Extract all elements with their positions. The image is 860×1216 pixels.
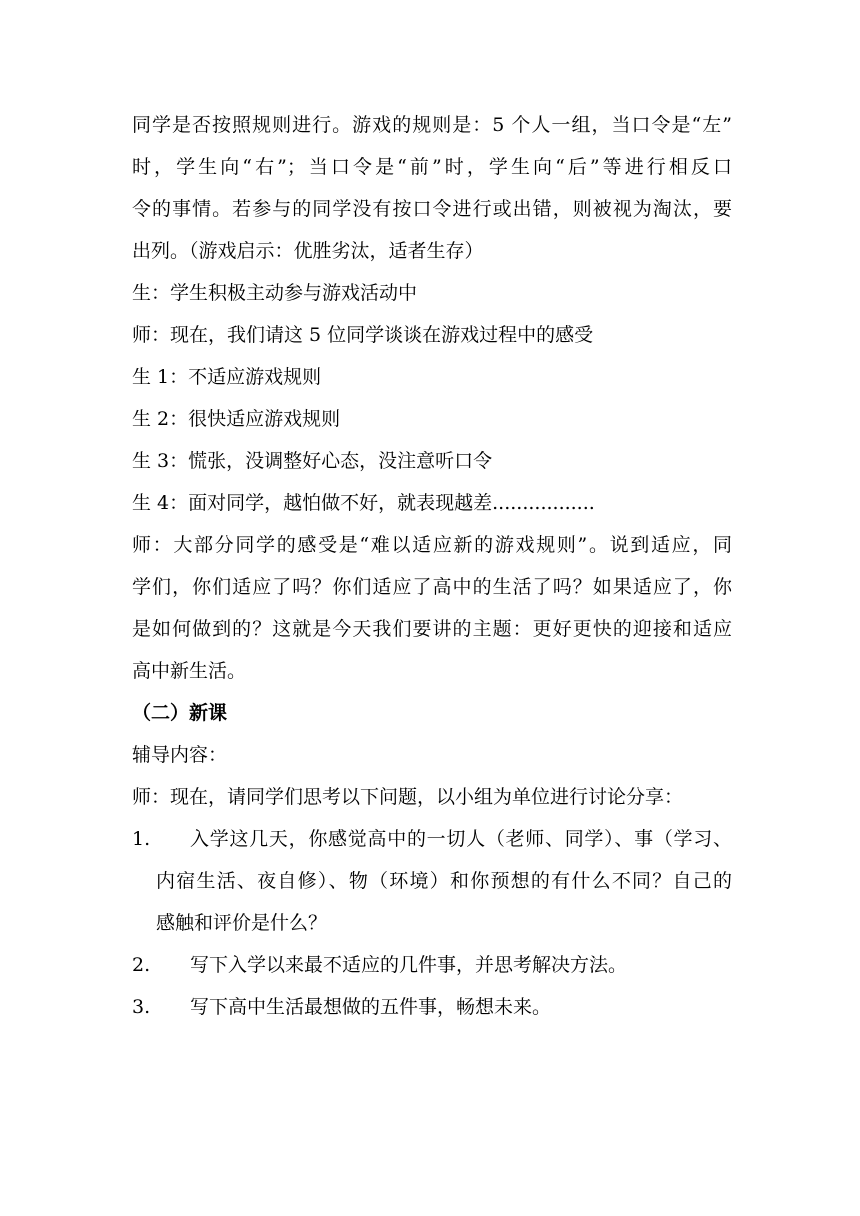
dialogue-line: 生 3：慌张，没调整好心态，没注意听口令: [132, 450, 493, 472]
numbered-list: [132, 818, 732, 1028]
document-body: [132, 104, 732, 1028]
paragraph-line: 令的事情。若参与的同学没有按口令进行或出错，则被视为淘汰，要: [132, 198, 732, 220]
dialogue-line: 生 2：很快适应游戏规则: [132, 408, 341, 430]
dialogue-line: 师：现在，我们请这 5 位同学谈谈在游戏过程中的感受: [132, 324, 594, 346]
list-item-text: 内宿生活、夜自修）、物（环境）和你预想的有什么不同？自己的: [156, 870, 732, 892]
dialogue-line: 生 1：不适应游戏规则: [132, 366, 322, 388]
paragraph-line: 出列。（游戏启示：优胜劣汰，适者生存）: [132, 240, 484, 262]
dialogue-line: 生：学生积极主动参与游戏活动中: [132, 282, 418, 304]
paragraph-line: 同学是否按照规则进行。游戏的规则是：5 个人一组，当口令是“左”: [132, 114, 732, 136]
paragraph-line: 师：大部分同学的感受是“难以适应新的游戏规则”。说到适应，同: [132, 534, 732, 556]
paragraph-line: 学们，你们适应了吗？你们适应了高中的生活了吗？如果适应了，你: [132, 576, 732, 598]
list-item-text: 入学这几天，你感觉高中的一切人（老师、同学）、事（学习、: [190, 828, 732, 850]
dialogue-line: 师：现在，请同学们思考以下问题，以小组为单位进行讨论分享：: [132, 786, 684, 808]
list-item-text: 写下入学以来最不适应的几件事，并思考解决方法。: [190, 954, 628, 976]
list-number: 1.: [132, 828, 151, 850]
section-heading: （二）新课: [132, 702, 228, 724]
list-number: 2.: [132, 954, 151, 976]
list-item: [132, 944, 732, 986]
paragraph-line: 高中新生活。: [132, 660, 247, 682]
list-number: 3.: [132, 996, 151, 1018]
list-item: [132, 818, 732, 860]
paragraph-line: 是如何做到的？这就是今天我们要讲的主题：更好更快的迎接和适应: [132, 618, 732, 640]
dialogue-line: 生 4：面对同学，越怕做不好，就表现越差.................: [132, 492, 595, 514]
list-item-text: 写下高中生活最想做的五件事，畅想未来。: [190, 996, 552, 1018]
section-label: 辅导内容：: [132, 744, 228, 766]
paragraph-line: 时，学生向“右”；当口令是“前”时，学生向“后”等进行相反口: [132, 156, 732, 178]
list-item: [132, 986, 732, 1028]
list-item-text: 感触和评价是什么？: [156, 912, 328, 934]
